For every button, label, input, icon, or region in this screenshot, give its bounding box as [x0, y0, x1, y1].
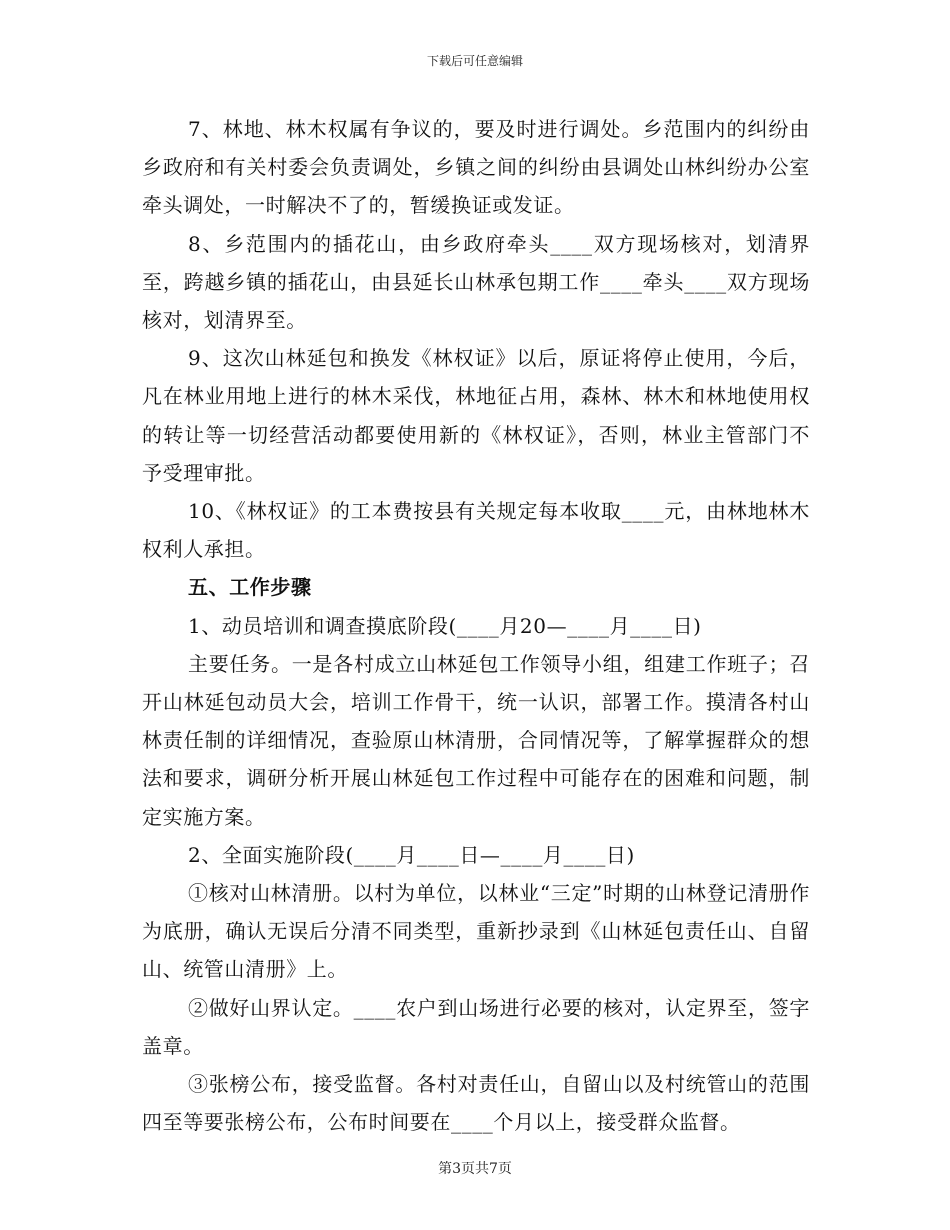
page-footer: 第3页共7页 [438, 1161, 512, 1177]
step-2-item-2: ②做好山界认定。____农户到山场进行必要的核对，认定界至，签字盖章。 [142, 995, 810, 1058]
paragraph-8: 8、乡范围内的插花山，由乡政府牵头____双方现场核对，划清界至，跨越乡镇的插花山，由县延长山林承包期工作____牵头____双方现场核对，划清界至。 [142, 231, 810, 333]
step-2-item-3: ③张榜公布，接受监督。各村对责任山，自留山以及村统管山的范围四至等要张榜公布，公布时间要在____个月以上，接受群众监督。 [142, 1072, 810, 1135]
step-1-body: 主要任务。一是各村成立山林延包工作领导小组，组建工作班子；召开山林延包动员大会，培训工作骨干，统一认识，部署工作。摸清各村山林责任制的详细情况，查验原山林清册，合同情况等，了解掌握群众的想法和要求，调研分析开展山林延包工作过程中可能存在的困难和问题，制定实施方案。 [142, 651, 810, 829]
page-header: 下载后可任意编辑 [426, 54, 523, 68]
step-2-title: 2、全面实施阶段(____月____日—____月____日) [188, 842, 635, 867]
paragraph-7: 7、林地、林木权属有争议的，要及时进行调处。乡范围内的纠纷由乡政府和有关村委会负责调处，乡镇之间的纠纷由县调处山林纠纷办公室牵头调处，一时解决不了的，暂缓换证或发证。 [142, 117, 810, 218]
section-heading-work-steps: 五、工作步骤 [188, 575, 312, 600]
paragraph-10: 10、《林权证》的工本费按县有关规定每本收取____元，由林地林木权利人承担。 [142, 499, 810, 562]
document-body [142, 110, 810, 1141]
step-1-title: 1、动员培训和调查摸底阶段(____月20—____月____日) [188, 613, 702, 638]
step-2-item-1: ①核对山林清册。以村为单位，以林业“三定”时期的山林登记清册作为底册，确认无误后分清不同类型，重新抄录到《山林延包责任山、自留山、统管山清册》上。 [142, 881, 810, 982]
paragraph-9: 9、这次山林延包和换发《林权证》以后，原证将停止使用，今后，凡在林业用地上进行的林木采伐，林地征占用，森林、林木和林地使用权的转让等一切经营活动都要使用新的《林权证》，否则，林业主管部门不予受理审批。 [142, 346, 810, 485]
